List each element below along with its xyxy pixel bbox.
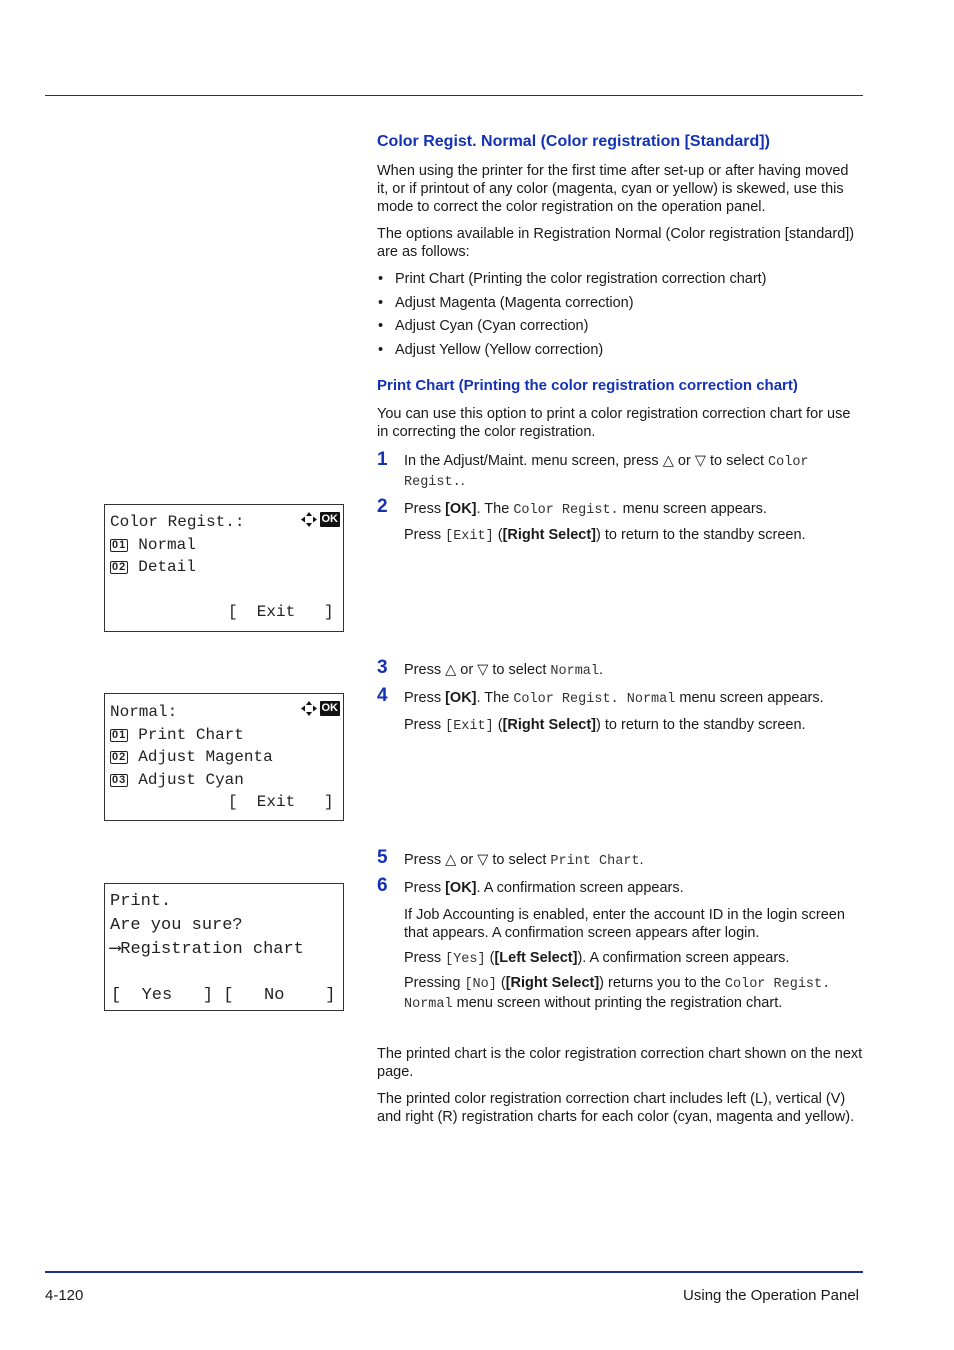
step-3-text: Press △ or ▽ to select Normal. (404, 662, 604, 679)
list-item: • Adjust Cyan (Cyan correction) (377, 317, 863, 341)
step-number: 5 (377, 847, 388, 868)
header-rule (45, 95, 863, 96)
list-item: • Print Chart (Printing the color registration correction chart) (377, 270, 863, 294)
section-title: Color Regist. Normal (Color registration [Standard]) (377, 133, 770, 150)
step-1-text: In the Adjust/Maint. menu screen, press △ or ▽ to select Color Regist.. (404, 453, 809, 490)
lcd-screen-confirm (104, 883, 344, 1011)
lcd-title: Normal: (110, 703, 178, 721)
chapter-title: Using the Operation Panel (683, 1287, 859, 1304)
lcd-menu-item: 01 Normal (112, 536, 196, 554)
page-number: 4-120 (45, 1287, 84, 1304)
intro-paragraph-2: The options available in Registration Normal (Color registration [standard]) are as follows: (377, 226, 855, 260)
lcd-menu-item: 01 Print Chart (112, 726, 244, 744)
lcd-screen-normal (104, 693, 344, 821)
lcd-softkey-exit: [ Exit ] (228, 793, 334, 811)
list-item: • Adjust Yellow (Yellow correction) (377, 341, 863, 365)
ok-icon: OK (321, 702, 338, 714)
lcd-nav-indicator (301, 512, 341, 527)
step-4-text: Press [OK]. The Color Regist. Normal menu screen appears. (404, 690, 824, 707)
options-list (377, 270, 863, 364)
step-6-text: Press [OK]. A confirmation screen appears. (404, 880, 684, 896)
step-6-yes: Press [Yes] ([Left Select]). A confirmation screen appears. (404, 950, 790, 967)
intro-paragraph-1: When using the printer for the first time after set-up or after having moved it, or if printout of any color (magenta, cyan or yellow) is skewed, use this mode to correct the color registration on the operation panel. (377, 163, 849, 215)
subsection-intro: You can use this option to print a color registration correction chart for use in correcting the color registration. (377, 406, 851, 440)
lcd-nav-indicator (301, 701, 341, 716)
step-2-text: Press [OK]. The Color Regist. menu screen appears. (404, 501, 767, 518)
step-number: 1 (377, 449, 388, 470)
step-number: 4 (377, 685, 388, 706)
step-2-subtext: Press [Exit] ([Right Select]) to return to the standby screen. (404, 527, 806, 544)
lcd-line-selection: ⟶Registration chart (110, 940, 304, 959)
lcd-line-print: Print. (110, 892, 172, 911)
step-number: 6 (377, 875, 388, 896)
footer-rule (45, 1271, 863, 1273)
lcd-menu-item: 02 Adjust Magenta (112, 748, 273, 766)
lcd-line-confirm: Are you sure? (110, 916, 243, 935)
step-number: 2 (377, 496, 388, 517)
closing-paragraph-2: The printed color registration correction chart includes left (L), vertical (V) and right (R) registration charts for each color (cyan, magenta and yellow). (377, 1091, 855, 1125)
lcd-menu-item: 02 Detail (112, 558, 196, 576)
step-number: 3 (377, 657, 388, 678)
lcd-menu-item: 03 Adjust Cyan (112, 771, 244, 789)
step-6-no: Pressing [No] ([Right Select]) returns you to the Color Regist. Normal menu screen without printing the registration chart. (404, 975, 831, 1012)
list-item: • Adjust Magenta (Magenta correction) (377, 294, 863, 318)
navigation-arrows-icon (301, 701, 317, 716)
closing-paragraph-1: The printed chart is the color registration correction chart shown on the next page. (377, 1046, 863, 1080)
step-4-subtext: Press [Exit] ([Right Select]) to return to the standby screen. (404, 717, 806, 734)
lcd-softkeys-yes-no: [ Yes ] [ No ] (111, 986, 336, 1005)
right-arrow-icon: ⟶ (110, 940, 121, 959)
lcd-softkey-exit: [ Exit ] (228, 603, 334, 621)
lcd-title: Color Regist.: (110, 513, 245, 531)
subsection-title: Print Chart (Printing the color registration correction chart) (377, 377, 798, 394)
step-6-note: If Job Accounting is enabled, enter the account ID in the login screen that appears. A confirmation screen appears after login. (404, 907, 845, 941)
ok-icon: OK (321, 513, 338, 525)
step-5-text: Press △ or ▽ to select Print Chart. (404, 852, 644, 869)
lcd-screen-color-regist (104, 504, 344, 632)
navigation-arrows-icon (301, 512, 317, 527)
